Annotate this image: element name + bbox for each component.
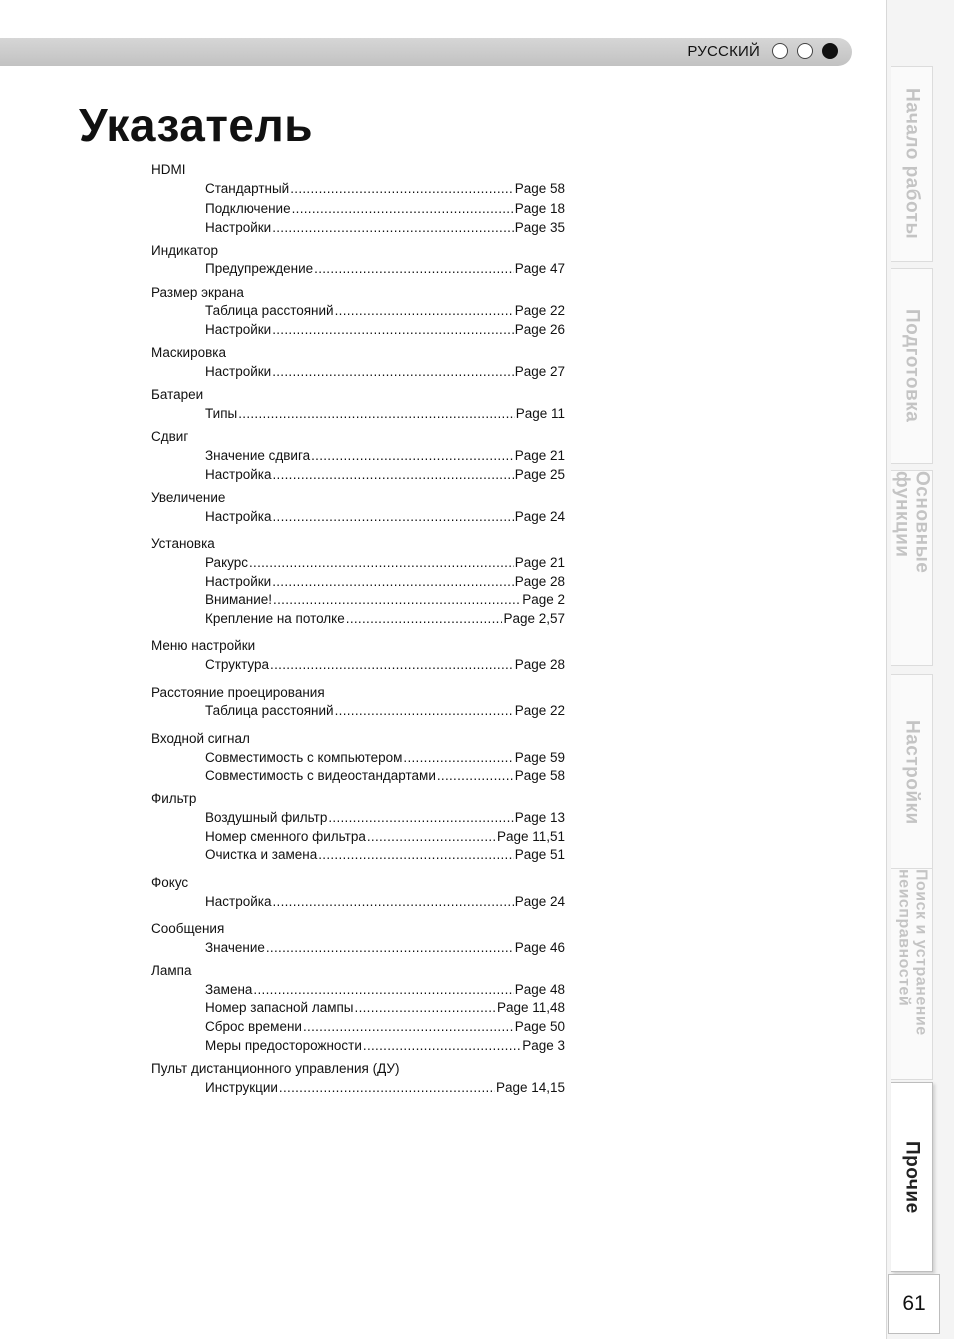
index-entry <box>205 448 565 463</box>
side-tab[interactable] <box>891 66 933 262</box>
index-section-title: Фильтр <box>151 791 197 806</box>
dot-leader <box>272 220 514 235</box>
dot-leader <box>335 303 514 318</box>
index-entry-label: Меры предосторожности <box>205 1038 362 1053</box>
dot-leader <box>266 940 514 955</box>
index-section-title: Фокус <box>151 875 189 890</box>
index-entry-page-ref: Page 25 <box>514 467 565 482</box>
index-entry <box>205 657 565 672</box>
dot-leader <box>270 657 514 672</box>
index-entry <box>205 201 565 216</box>
dot-leader <box>367 829 496 844</box>
language-label: РУССКИЙ <box>687 43 760 60</box>
dot-leader <box>335 703 514 718</box>
index-entry-page-ref: Page 58 <box>514 768 565 783</box>
index-entry-label: Таблица расстояний <box>205 703 334 718</box>
index-entry-page-ref: Page 2 <box>522 592 565 607</box>
dot-leader <box>272 322 514 337</box>
side-tab[interactable] <box>891 1082 933 1272</box>
index-entry-label: Настройка <box>205 467 272 482</box>
index-entry <box>205 406 565 421</box>
index-entry-label: Настройки <box>205 322 272 337</box>
index-entry-page-ref: Page 21 <box>514 448 565 463</box>
index-section-title: Маскировка <box>151 345 227 360</box>
index-entry-page-ref: Page 51 <box>514 847 565 862</box>
index-entry <box>205 467 565 482</box>
index-section-title: HDMI <box>151 162 186 177</box>
index-section-title: Сдвиг <box>151 429 189 444</box>
dot-leader <box>290 181 513 196</box>
index-section-title: Батареи <box>151 387 204 402</box>
index-entry-page-ref: Page 50 <box>514 1019 565 1034</box>
side-tab[interactable] <box>891 268 933 464</box>
index-entry-page-ref: Page 2,57 <box>503 611 565 626</box>
dot-leader <box>363 1038 521 1053</box>
index-entry-label: Совместимость с видеостандартами <box>205 768 436 783</box>
dot-leader <box>272 894 513 909</box>
dot-leader <box>272 509 513 524</box>
language-bar <box>0 38 852 66</box>
side-tab-label: Прочие <box>901 1140 923 1214</box>
index-entry-page-ref: Page 11,51 <box>496 829 565 844</box>
index-entry-page-ref: Page 13 <box>514 810 565 825</box>
index-entry-page-ref: Page 35 <box>514 220 565 235</box>
index-entry <box>205 810 565 825</box>
index-entry <box>205 509 565 524</box>
index-entry <box>205 303 565 318</box>
index-entry-page-ref: Page 48 <box>514 982 565 997</box>
index-entry-page-ref: Page 59 <box>514 750 565 765</box>
index-entry <box>205 1019 565 1034</box>
index-entry-label: Номер сменного фильтра <box>205 829 366 844</box>
index-entry-page-ref: Page 11 <box>515 406 565 421</box>
side-tab[interactable] <box>891 674 933 870</box>
dot-leader <box>272 574 514 589</box>
dot-leader <box>238 406 514 421</box>
index-section-title: Размер экрана <box>151 285 244 300</box>
index-entry-label: Сброс времени <box>205 1019 302 1034</box>
indicator-dot-filled <box>822 43 838 59</box>
index-entry-label: Номер запасной лампы <box>205 1000 354 1015</box>
dot-leader <box>311 448 514 463</box>
side-tab[interactable] <box>891 470 933 666</box>
index-entry <box>205 1080 565 1095</box>
index-entry <box>205 181 565 196</box>
index-section-title: Пульт дистанционного управления (ДУ) <box>151 1061 400 1076</box>
dot-leader <box>272 364 514 379</box>
index-entry-page-ref: Page 21 <box>514 555 565 570</box>
index-entry-label: Подключение <box>205 201 291 216</box>
index-entry <box>205 940 565 955</box>
index-entry-label: Совместимость с компьютером <box>205 750 403 765</box>
index-entry-label: Воздушный фильтр <box>205 810 328 825</box>
index-entry-page-ref: Page 14,15 <box>495 1080 565 1095</box>
index-section-title: Расстояние проецирования <box>151 685 325 700</box>
index-entry <box>205 261 565 276</box>
index-entry <box>205 364 565 379</box>
index-entry <box>205 1038 565 1053</box>
side-tab-label: Поиск и устранение неисправностей <box>895 869 930 1036</box>
dot-leader <box>279 1080 495 1095</box>
dot-leader <box>437 768 514 783</box>
index-entry-page-ref: Page 22 <box>514 303 565 318</box>
index-entry <box>205 829 565 844</box>
index-entry <box>205 611 565 626</box>
index-entry <box>205 894 565 909</box>
index-entry-label: Настройка <box>205 509 272 524</box>
index-entry-label: Структура <box>205 657 270 672</box>
index-entry-page-ref: Page 58 <box>514 181 565 196</box>
index-entry-label: Настройки <box>205 574 272 589</box>
dot-leader <box>328 810 513 825</box>
side-tab-label: Основные функции <box>891 471 933 574</box>
index-entry-label: Замена <box>205 982 253 997</box>
index-entry-label: Значение <box>205 940 265 955</box>
index-entry <box>205 982 565 997</box>
page-number: 61 <box>888 1274 940 1334</box>
index-section-title: Меню настройки <box>151 638 256 653</box>
index-entry-page-ref: Page 24 <box>514 509 565 524</box>
indicator-dot-empty <box>772 43 788 59</box>
index-section-title: Индикатор <box>151 243 219 258</box>
dot-leader <box>249 555 514 570</box>
side-tab-label: Настройки <box>901 719 923 825</box>
index-entry <box>205 592 565 607</box>
index-entry-page-ref: Page 24 <box>514 894 565 909</box>
dot-leader <box>314 261 514 276</box>
dot-leader <box>346 611 503 626</box>
index-entry-label: Значение сдвига <box>205 448 311 463</box>
index-entry-page-ref: Page 28 <box>514 574 565 589</box>
dot-leader <box>403 750 513 765</box>
index-entry <box>205 555 565 570</box>
indicator-dot-empty <box>797 43 813 59</box>
side-tab-label: Подготовка <box>901 309 923 423</box>
index-entry-label: Настройки <box>205 220 272 235</box>
index-entry-label: Настройка <box>205 894 272 909</box>
index-entry-page-ref: Page 27 <box>514 364 565 379</box>
index-section-title: Установка <box>151 536 215 551</box>
index-entry <box>205 322 565 337</box>
index-entry <box>205 574 565 589</box>
index-entry-label: Ракурс <box>205 555 248 570</box>
index-entry-page-ref: Page 18 <box>514 201 565 216</box>
index-entry-label: Предупреждение <box>205 261 314 276</box>
index-section-title: Входной сигнал <box>151 731 250 746</box>
index-entry <box>205 703 565 718</box>
index-entry <box>205 220 565 235</box>
page-title: Указатель <box>79 99 313 151</box>
dot-leader <box>253 982 513 997</box>
index-entry <box>205 1000 565 1015</box>
index-entry-page-ref: Page 22 <box>514 703 565 718</box>
index-entry-page-ref: Page 3 <box>522 1038 565 1053</box>
side-tab-label: Начало работы <box>901 88 923 240</box>
index-entry-page-ref: Page 28 <box>514 657 565 672</box>
index-entry-label: Крепление на потолке <box>205 611 345 626</box>
index-section-title: Увеличение <box>151 490 226 505</box>
dot-leader <box>292 201 514 216</box>
side-tab[interactable] <box>891 868 933 1080</box>
index-entry-label: Внимание! <box>205 592 273 607</box>
index-entry <box>205 768 565 783</box>
index-entry-page-ref: Page 11,48 <box>496 1000 565 1015</box>
index-section-title: Сообщения <box>151 921 225 936</box>
index-entry-label: Настройки <box>205 364 272 379</box>
dot-leader <box>355 1000 496 1015</box>
index-entry-page-ref: Page 46 <box>514 940 565 955</box>
index-entry-page-ref: Page 47 <box>514 261 565 276</box>
dot-leader <box>272 467 513 482</box>
index-entry-label: Инструкции <box>205 1080 278 1095</box>
index-entry <box>205 750 565 765</box>
index-entry-label: Типы <box>205 406 238 421</box>
index-entry <box>205 847 565 862</box>
dot-leader <box>318 847 513 862</box>
dot-leader <box>273 592 521 607</box>
index-entry-label: Очистка и замена <box>205 847 318 862</box>
index-entry-label: Стандартный <box>205 181 290 196</box>
language-indicator <box>772 43 838 59</box>
index-entry-label: Таблица расстояний <box>205 303 334 318</box>
index-section-title: Лампа <box>151 963 192 978</box>
index-entry-page-ref: Page 26 <box>514 322 565 337</box>
dot-leader <box>303 1019 514 1034</box>
